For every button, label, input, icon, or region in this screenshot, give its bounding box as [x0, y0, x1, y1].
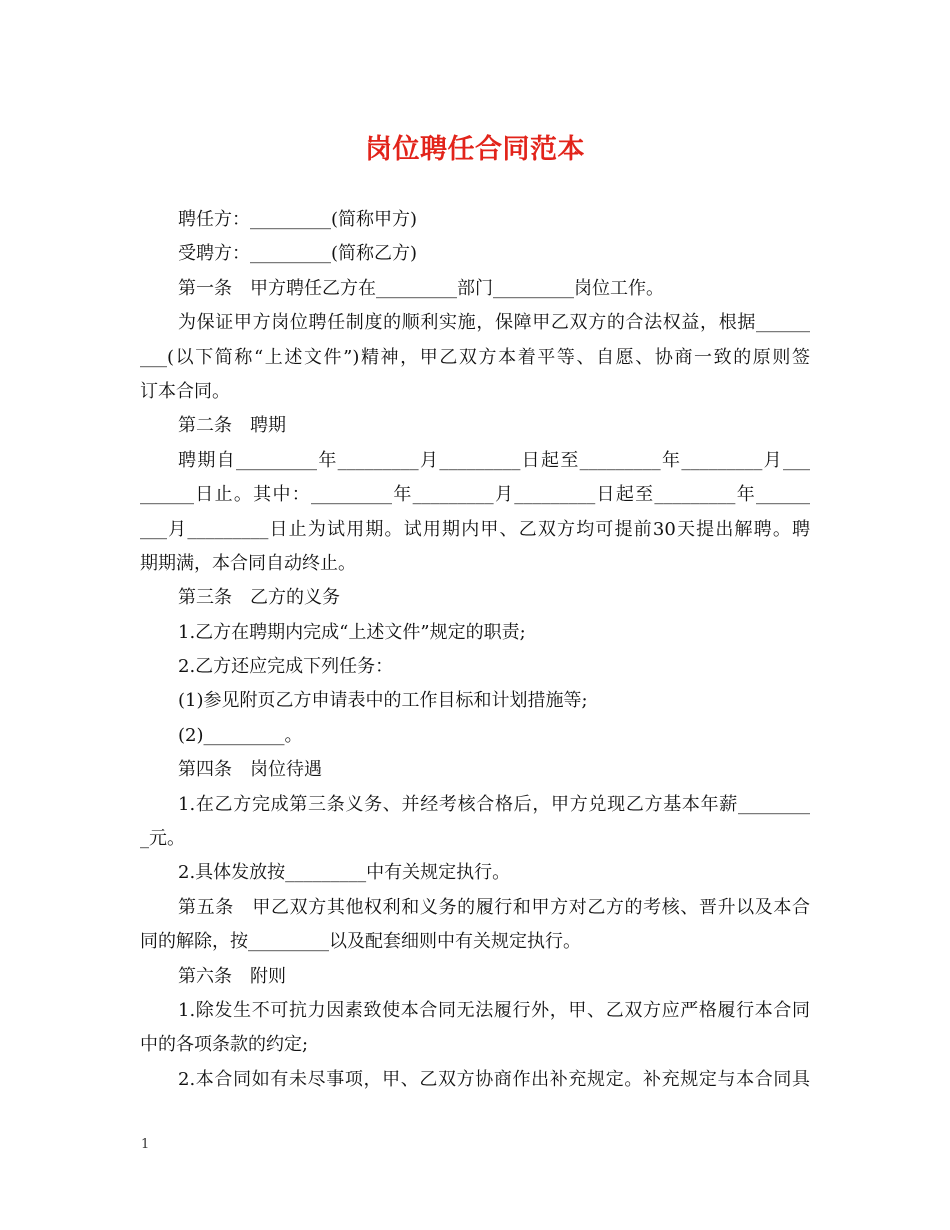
paragraph	[0, 237, 950, 271]
paragraph-continuation-line: 订本合同。	[140, 380, 230, 402]
paragraph	[0, 306, 950, 409]
contract-body	[0, 203, 950, 1097]
paragraph-continuation-line: 中的各项条款的约定;	[140, 1034, 309, 1056]
paragraph	[0, 203, 950, 237]
paragraph	[0, 409, 950, 443]
paragraph	[0, 891, 950, 960]
paragraph	[0, 1063, 950, 1097]
paragraph-continuation-line: ______日止。其中：_________年_________月_________日起至_________年______	[140, 484, 810, 506]
paragraph-first-line: 聘任方：_________(简称甲方)	[178, 209, 418, 230]
document-title: 岗位聘任合同范本	[365, 134, 585, 165]
paragraph-first-line: 第三条 乙方的义务	[178, 587, 340, 609]
paragraph-continuation-line: ___月_________日止为试用期。试用期内甲、乙双方均可提前30天提出解聘。聘	[140, 518, 810, 540]
paragraph-continuation-line: ___(以下简称“上述文件”)精神，甲乙双方本着平等、自愿、协商一致的原则签	[140, 346, 810, 368]
paragraph-first-line: 2.具体发放按_________中有关规定执行。	[178, 862, 511, 884]
page-number: 1	[141, 1137, 150, 1152]
paragraph-first-line: 1.在乙方完成第三条义务、并经考核合格后，甲方兑现乙方基本年薪________	[178, 793, 810, 815]
paragraph-first-line: 第四条 岗位待遇	[178, 759, 322, 781]
paragraph-first-line: 第一条 甲方聘任乙方在_________部门_________岗位工作。	[178, 277, 664, 299]
paragraph-continuation-line: 同的解除，按_________以及配套细则中有关规定执行。	[140, 931, 581, 953]
paragraph-first-line: 聘期自_________年_________月_________日起至_________年_________月___	[178, 449, 810, 471]
paragraph-first-line: 2.乙方还应完成下列任务：	[178, 656, 394, 678]
paragraph	[0, 650, 950, 684]
paragraph	[0, 444, 950, 582]
paragraph-first-line: 2.本合同如有未尽事项，甲、乙双方协商作出补充规定。补充规定与本合同具	[178, 1068, 810, 1090]
paragraph-first-line: 1.乙方在聘期内完成“上述文件”规定的职责;	[178, 621, 526, 643]
paragraph	[0, 581, 950, 615]
paragraph-first-line: 第五条 甲乙双方其他权利和义务的履行和甲方对乙方的考核、晋升以及本合	[178, 896, 810, 918]
paragraph	[0, 856, 950, 890]
paragraph	[0, 616, 950, 650]
paragraph-first-line: (1)参见附页乙方申请表中的工作目标和计划措施等;	[178, 690, 588, 712]
paragraph-continuation-line: _元。	[140, 828, 185, 850]
paragraph-first-line: 1.除发生不可抗力因素致使本合同无法履行外，甲、乙双方应严格履行本合同	[178, 999, 810, 1021]
paragraph-first-line: 受聘方：_________(简称乙方)	[178, 243, 418, 265]
paragraph	[0, 719, 950, 753]
paragraph	[0, 788, 950, 857]
paragraph	[0, 994, 950, 1063]
paragraph	[0, 272, 950, 306]
paragraph-continuation-line: 期期满，本合同自动终止。	[140, 552, 356, 574]
paragraph-first-line: 为保证甲方岗位聘任制度的顺利实施，保障甲乙双方的合法权益，根据______	[178, 312, 810, 334]
paragraph	[0, 960, 950, 994]
paragraph	[0, 684, 950, 718]
paragraph	[0, 753, 950, 787]
paragraph-first-line: 第六条 附则	[178, 965, 286, 987]
paragraph-first-line: (2)_________。	[178, 724, 303, 746]
paragraph-first-line: 第二条 聘期	[178, 415, 286, 437]
